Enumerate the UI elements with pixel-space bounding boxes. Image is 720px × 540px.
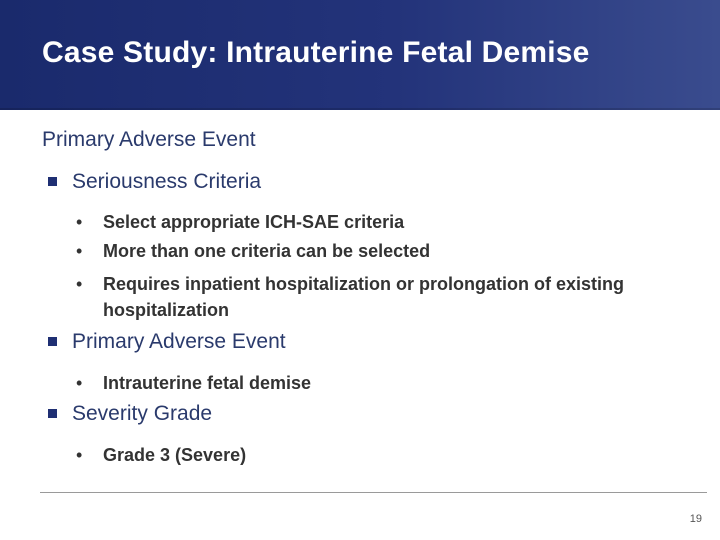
footer-divider: [40, 492, 707, 493]
square-bullet-icon: [48, 409, 57, 418]
slide-title: Case Study: Intrauterine Fetal Demise: [42, 36, 590, 69]
page-number: 19: [689, 513, 702, 525]
section-heading: Severity Grade: [72, 402, 213, 425]
bullet-dot-icon: •: [76, 212, 83, 232]
bullet-dot-icon: •: [76, 241, 83, 261]
section-heading: Seriousness Criteria: [72, 170, 262, 193]
bullet-dot-icon: •: [76, 445, 83, 465]
square-bullet-icon: [48, 337, 57, 346]
square-bullet-icon: [48, 177, 57, 186]
bullet-dot-icon: •: [76, 373, 83, 393]
bullet-dot-icon: •: [76, 274, 83, 294]
section-heading: Primary Adverse Event: [72, 330, 286, 353]
title-bar: [0, 0, 720, 110]
slide-subheading: Primary Adverse Event: [42, 128, 256, 151]
